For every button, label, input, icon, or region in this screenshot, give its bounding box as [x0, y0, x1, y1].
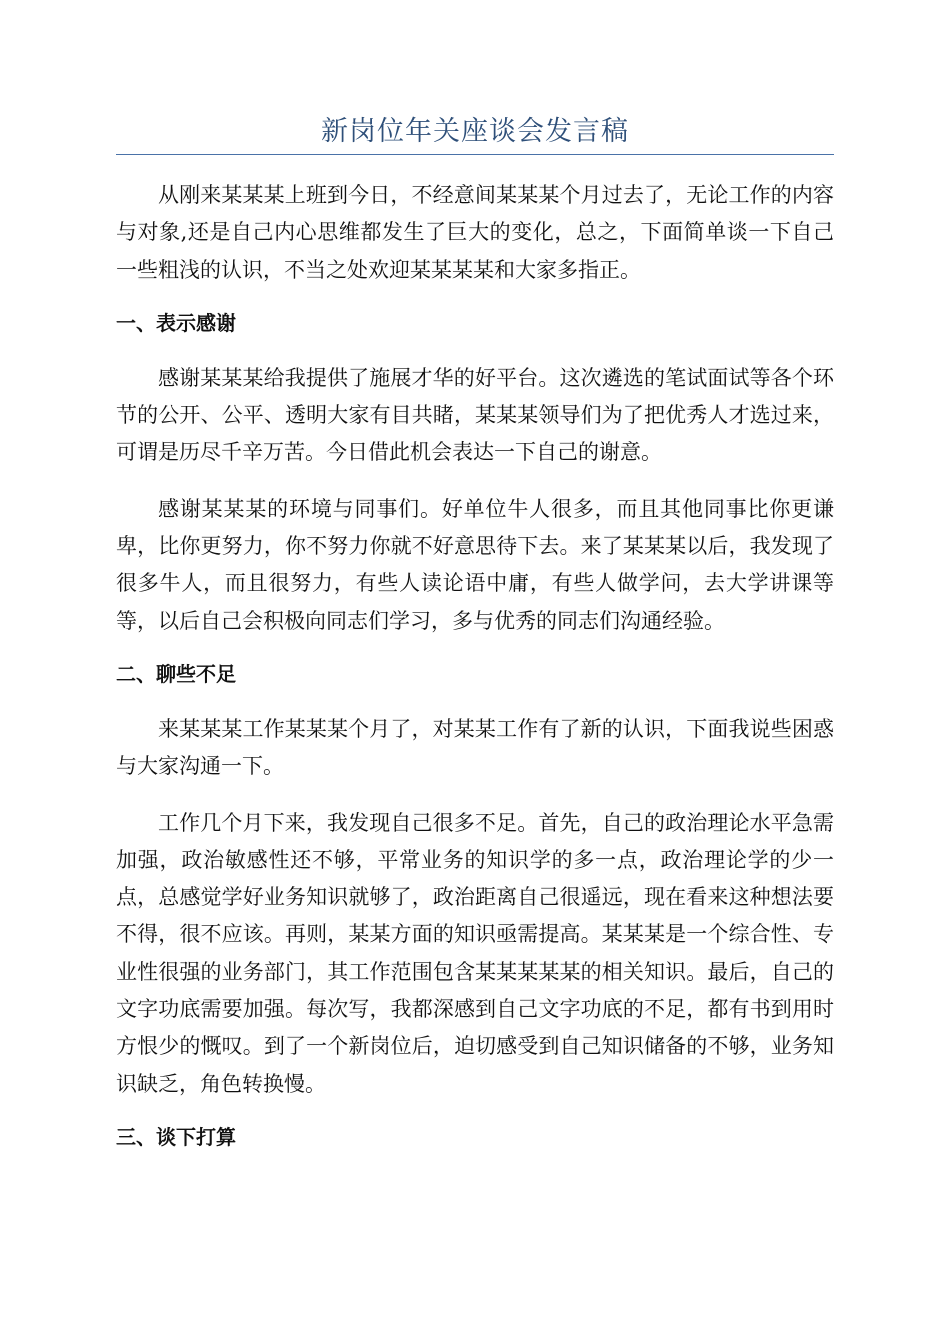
document-title: 新岗位年关座谈会发言稿: [321, 116, 629, 147]
intro-paragraph: 从刚来某某某上班到今日，不经意间某某某个月过去了，无论工作的内容与对象,还是自己内心思维都发生了巨大的变化，总之，下面简单谈一下自己一些粗浅的认识，不当之处欢迎某某某某和大家多指正。: [116, 183, 834, 282]
thanks-paragraph-2: 感谢某某某的环境与同事们。好单位牛人很多，而且其他同事比你更谦卑，比你更努力，你不努力你就不好意思待下去。来了某某某以后，我发现了很多牛人，而且很努力，有些人读论语中庸，有些人做学问，去大学讲课等等，以后自己会积极向同志们学习，多与优秀的同志们沟通经验。: [116, 496, 834, 633]
section-heading-shortcomings: 二、聊些不足: [116, 661, 236, 686]
title-underline: [116, 154, 834, 155]
shortcomings-paragraph-2: 工作几个月下来，我发现自己很多不足。首先，自己的政治理论水平急需加强，政治敏感性还不够，平常业务的知识学的多一点，政治理论学的少一点，总感觉学好业务知识就够了，政治距离自己很遥远，现在看来这种想法要不得，很不应该。再则，某某方面的知识亟需提高。某某某是一个综合性、专业性很强的业务部门，其工作范围包含某某某某某的相关知识。最后，自己的文字功底需要加强。每次写，我都深感到自己文字功底的不足，都有书到用时方恨少的慨叹。到了一个新岗位后，迫切感受到自己知识储备的不够，业务知识缺乏，角色转换慢。: [116, 810, 834, 1096]
section-heading-plans: 三、谈下打算: [116, 1124, 236, 1149]
thanks-paragraph-1: 感谢某某某给我提供了施展才华的好平台。这次遴选的笔试面试等各个环节的公开、公平、透明大家有目共睹，某某某领导们为了把优秀人才选过来，可谓是历尽千辛万苦。今日借此机会表达一下自己的谢意。: [116, 365, 834, 465]
document-page: [116, 112, 834, 1174]
shortcomings-paragraph-1: 来某某某工作某某某个月了，对某某工作有了新的认识，下面我说些困惑与大家沟通一下。: [116, 716, 834, 779]
section-heading-thanks: 一、表示感谢: [116, 310, 236, 335]
